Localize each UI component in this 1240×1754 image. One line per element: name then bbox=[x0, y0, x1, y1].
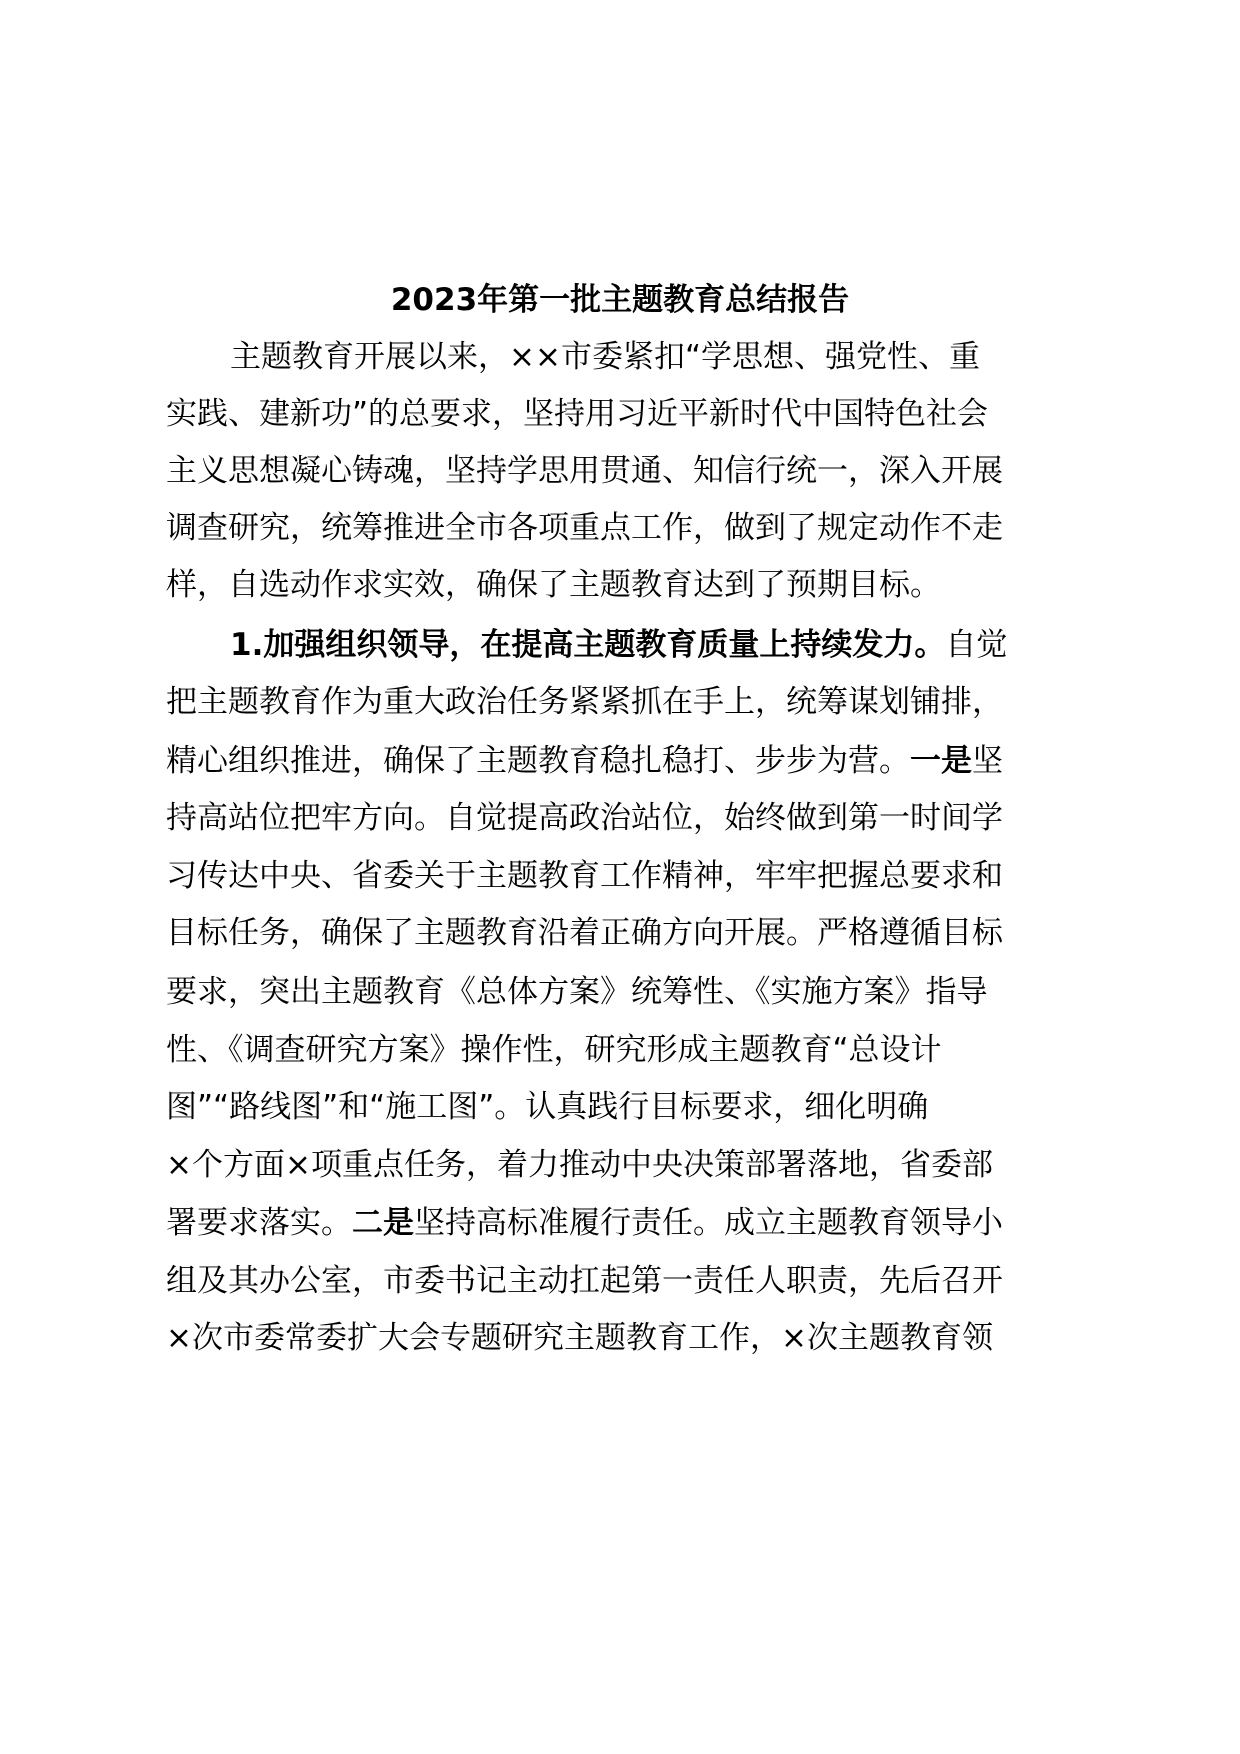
line-text: 习传达中央、省委关于主题教育工作精神，牢牢把握总要求和 bbox=[166, 858, 1003, 894]
paragraph-line bbox=[166, 787, 1086, 850]
paragraph-line bbox=[166, 383, 1086, 446]
line-text: 图”“路线图”和“施工图”。认真践行目标要求，细化明确 bbox=[166, 1089, 929, 1125]
section-heading: 1.加强组织领导，在提高主题教育质量上持续发力。 bbox=[230, 627, 946, 663]
paragraph-line bbox=[166, 902, 1086, 965]
line-text: 样，自选动作求实效，确保了主题教育达到了预期目标。 bbox=[166, 567, 941, 603]
line-text: 坚持高标准履行责任。成立主题教育领导小 bbox=[414, 1205, 1003, 1241]
paragraph-line bbox=[166, 554, 1086, 617]
line-text: 主义思想凝心铸魂，坚持学思用贯通、知信行统一，深入开展 bbox=[166, 453, 1003, 489]
line-text: 自觉 bbox=[945, 627, 1008, 663]
paragraph-line bbox=[166, 1019, 1086, 1082]
paragraph-line bbox=[166, 1192, 1086, 1255]
line-text: 性、《调查研究方案》操作性，研究形成主题教育“总设计 bbox=[166, 1032, 942, 1068]
line-text: 精心组织推进，确保了主题教育稳扎稳打、步步为营。 bbox=[166, 743, 910, 779]
paragraph-line bbox=[166, 440, 1086, 503]
paragraph-line bbox=[166, 1250, 1086, 1313]
paragraph-line bbox=[166, 730, 1086, 793]
line-text: ×次市委常委扩大会专题研究主题教育工作，×次主题教育领 bbox=[166, 1320, 993, 1356]
line-text: 把主题教育作为重大政治任务紧紧抓在手上，统筹谋划铺排， bbox=[166, 684, 1003, 720]
line-text: 署要求落实。 bbox=[166, 1205, 352, 1241]
line-text: 实践、建新功”的总要求，坚持用习近平新时代中国特色社会 bbox=[166, 396, 989, 432]
line-text: 持高站位把牢方向。自觉提高政治站位，始终做到第一时间学 bbox=[166, 800, 1003, 836]
paragraph-line bbox=[166, 961, 1086, 1024]
line-text: 坚 bbox=[972, 743, 1003, 779]
line-text: 主题教育开展以来，××市委紧扣“学思想、强党性、重 bbox=[230, 339, 981, 375]
paragraph-line bbox=[230, 614, 1086, 677]
paragraph-line bbox=[166, 497, 1086, 560]
paragraph-line bbox=[230, 326, 1086, 389]
paragraph-line bbox=[166, 1134, 1086, 1197]
emphasis-text: 二是 bbox=[352, 1205, 414, 1241]
line-text: 目标任务，确保了主题教育沿着正确方向开展。严格遵循目标 bbox=[166, 915, 1003, 951]
document-title: 2023年第一批主题教育总结报告 bbox=[390, 282, 850, 318]
paragraph-line bbox=[166, 1307, 1086, 1370]
emphasis-text: 一是 bbox=[910, 743, 972, 779]
line-text: 组及其办公室，市委书记主动扛起第一责任人职责，先后召开 bbox=[166, 1263, 1003, 1299]
line-text: 要求，突出主题教育《总体方案》统筹性、《实施方案》指导 bbox=[166, 974, 988, 1010]
line-text: 调查研究，统筹推进全市各项重点工作，做到了规定动作不走 bbox=[166, 510, 1003, 546]
line-text: ×个方面×项重点任务，着力推动中央决策部署落地，省委部 bbox=[166, 1147, 993, 1183]
paragraph-line bbox=[166, 845, 1086, 908]
paragraph-line bbox=[166, 1076, 1086, 1139]
paragraph-line bbox=[166, 671, 1086, 734]
